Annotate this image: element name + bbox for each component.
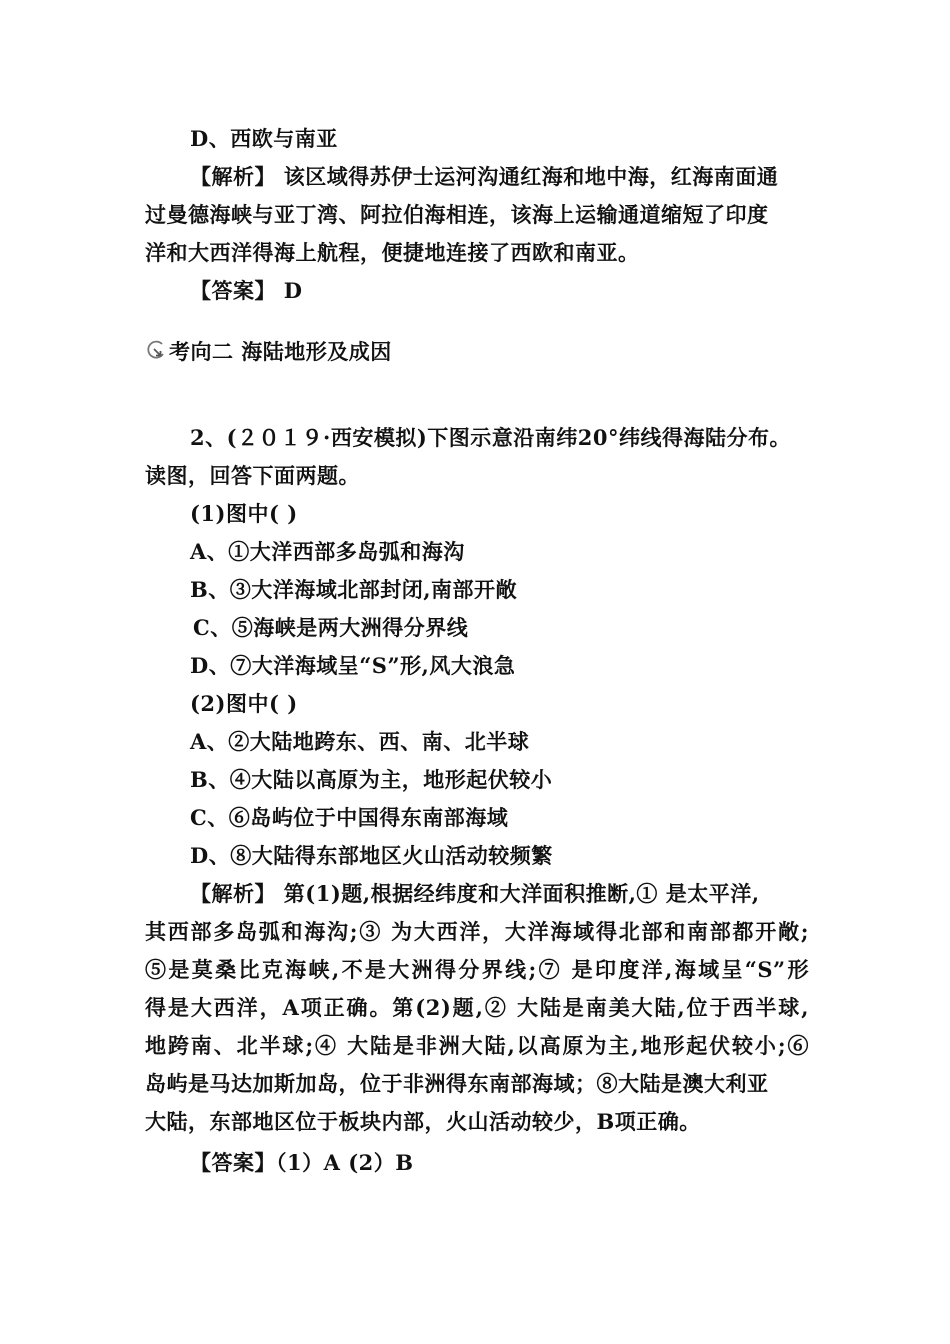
option-c: C、⑤海峡是两大洲得分界线: [193, 615, 469, 640]
q2-answer: 【答案】（1）A (2）B: [190, 1150, 414, 1175]
q1-answer: 【答案】 D: [190, 278, 303, 303]
section-heading: [145, 338, 392, 368]
option-b: B、③大洋海域北部封闭,南部开敞: [190, 577, 518, 602]
analysis-line: 其西部多岛弧和海沟;③ 为大西洋，大洋海域得北部和南部都开敞;: [145, 919, 809, 944]
sub-stem: (2)图中( ): [190, 691, 298, 716]
analysis-line: 【解析】 第(1)题,根据经纬度和大洋面积推断,① 是太平洋,: [190, 881, 760, 906]
analysis-line: 过曼德海峡与亚丁湾、阿拉伯海相连，该海上运输通道缩短了印度: [145, 202, 769, 227]
stem-line: 读图，回答下面两题。: [145, 463, 360, 488]
section-title: 考向二 海陆地形及成因: [169, 339, 392, 364]
analysis-line: 得是大西洋，A项正确。第(2)题,② 大陆是南美大陆,位于西半球,: [145, 995, 809, 1020]
analysis-line: 大陆，东部地区位于板块内部，火山活动较少，B项正确。: [145, 1109, 701, 1134]
analysis-line: 【解析】 该区域得苏伊士运河沟通红海和地中海，红海南面通: [190, 164, 779, 189]
option-d: D、⑦大洋海域呈“S”形,风大浪急: [190, 653, 516, 678]
arrow-circle-icon: [145, 339, 167, 368]
sub-stem: (1)图中( ): [190, 501, 298, 526]
analysis-line: 洋和大西洋得海上航程，便捷地连接了西欧和南亚。: [145, 240, 640, 265]
option-d: D、⑧大陆得东部地区火山活动较频繁: [190, 843, 553, 868]
option-c: C、⑥岛屿位于中国得东南部海域: [190, 805, 509, 830]
analysis-line: ⑤是莫桑比克海峡,不是大洲得分界线;⑦ 是印度洋,海域呈“S”形: [145, 957, 809, 982]
analysis-line: 岛屿是马达加斯加岛，位于非洲得东南部海域；⑧大陆是澳大利亚: [145, 1071, 769, 1096]
q1-option-d: D、西欧与南亚: [190, 126, 338, 151]
option-b: B、④大陆以高原为主，地形起伏较小: [190, 767, 553, 792]
analysis-line: 地跨南、北半球;④ 大陆是非洲大陆,以高原为主,地形起伏较小;⑥: [145, 1033, 809, 1058]
option-a: A、②大陆地跨东、西、南、北半球: [190, 729, 530, 754]
stem-line: 2、(２０１９·西安模拟)下图示意沿南纬20°纬线得海陆分布。: [190, 425, 792, 450]
option-a: A、①大洋西部多岛弧和海沟: [190, 539, 465, 564]
